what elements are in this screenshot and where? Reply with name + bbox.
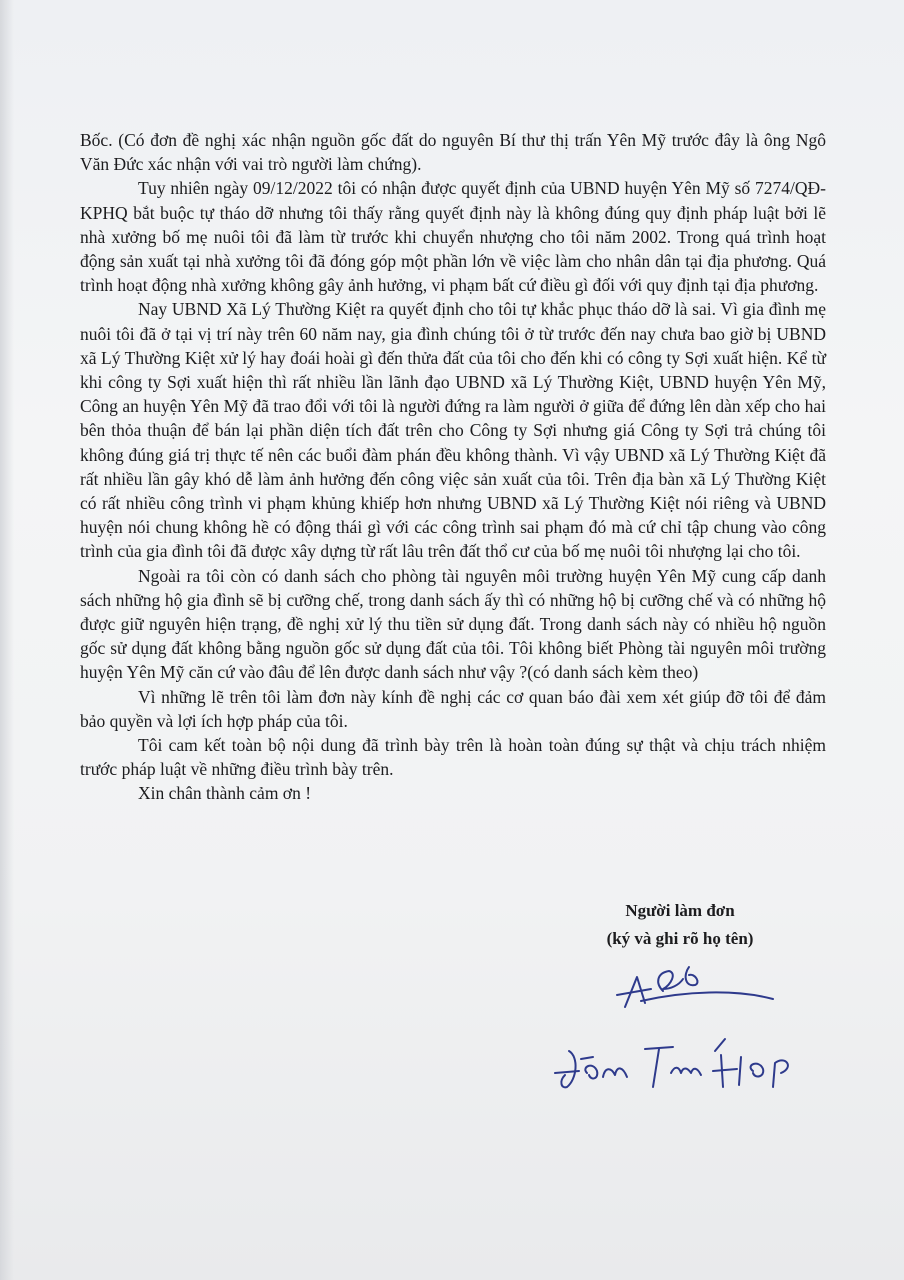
paragraph-thanks: Xin chân thành cảm ơn !: [138, 783, 312, 804]
handwritten-signature: [545, 955, 825, 1105]
paragraph-decision: Tuy nhiên ngày 09/12/2022 tôi có nhận được quyết định của UBND huyện Yên Mỹ số 7274/QĐ-KPHQ bắt buộc tự tháo dỡ nhưng tôi thấy rằng quyết định này là không đúng quy định pháp luật bởi lẽ nhà xưởng bố mẹ nuôi tôi đã làm từ trước khi chuyển nhượng cho tôi năm 2002. Trong quá trình hoạt động sản xuất tại nhà xưởng tôi đã đóng góp một phần lớn về việc làm cho nhân dân tại địa phương. Quá trình hoạt động nhà xưởng không gây ảnh hưởng, vi phạm bất cứ điều gì đối với quy định tại địa phương.: [80, 178, 826, 296]
letter-body: [80, 128, 826, 806]
paragraph-complaint: Nay UBND Xã Lý Thường Kiệt ra quyết định cho tôi tự khắc phục tháo dỡ là sai. Vì gia đình mẹ nuôi tôi đã ở tại vị trí này trên 60 năm nay, gia đình chúng tôi ở từ trước đến nay chưa bao giờ bị UBND xã Lý Thường Kiệt xử lý hay đoái hoài gì đến thửa đất của tôi cho đến khi có công ty Sợi xuất hiện. Kể từ khi công ty Sợi xuất hiện thì rất nhiều lần lãnh đạo UBND xã Lý Thường Kiệt, UBND huyện Yên Mỹ, Công an huyện Yên Mỹ đã trao đổi với tôi là người đứng ra làm người ở giữa để đứng lên dàn xếp cho hai bên thỏa thuận để bán lại phần diện tích đất trên cho Công ty Sợi nhưng giá Công ty Sợi trả chúng tôi không đúng giá trị thực tế nên các buổi đàm phán đều không thành. Vì vậy UBND xã Lý Thường Kiệt đã rất nhiều lần gây khó dễ làm ảnh hưởng đến công việc sản xuất của tôi. Trên địa bàn xã Lý Thường Kiệt có rất nhiều công trình vi phạm khủng khiếp hơn nhưng UBND xã Lý Thường Kiệt nói riêng và UBND huyện nói chung không hề có động thái gì với các công trình sai phạm đó mà cứ chỉ tập chung vào công trình của gia đình tôi đã được xây dựng từ rất lâu trên đất thổ cư của bố mẹ nuôi tôi nhượng lại cho tôi.: [80, 299, 826, 562]
paragraph-list: Ngoài ra tôi còn có danh sách cho phòng tài nguyên môi trường huyện Yên Mỹ cung cấp danh sách những hộ gia đình sẽ bị cưỡng chế, trong danh sách ấy thì có những hộ bị cưỡng chế và có những hộ được giữ nguyên hiện trạng, đề nghị xử lý thu tiền sử dụng đất. Trong danh sách này có nhiều hộ nguồn gốc sử dụng đất không bằng nguồn gốc sử dụng đất của tôi. Tôi không biết Phòng tài nguyên môi trường huyện Yên Mỹ căn cứ vào đâu để lên được danh sách như vậy ?(có danh sách kèm theo): [80, 565, 826, 683]
signature-block: [570, 897, 790, 953]
paragraph-request: Vì những lẽ trên tôi làm đơn này kính đề nghị các cơ quan báo đài xem xét giúp đỡ tôi để đảm bảo quyền và lợi ích hợp pháp của tôi.: [80, 686, 826, 731]
paragraph-continuation: Bốc. (Có đơn đề nghị xác nhận nguồn gốc đất do nguyên Bí thư thị trấn Yên Mỹ trước đây là ông Ngô Văn Đức xác nhận với vai trò người làm chứng).: [80, 130, 826, 175]
signature-note: (ký và ghi rõ họ tên): [606, 929, 754, 948]
paper-shadow: [0, 0, 14, 1280]
signer-title: Người làm đơn: [625, 901, 735, 920]
paragraph-commitment: Tôi cam kết toàn bộ nội dung đã trình bày trên là hoàn toàn đúng sự thật và chịu trách nhiệm trước pháp luật về những điều trình bày trên.: [80, 735, 826, 780]
